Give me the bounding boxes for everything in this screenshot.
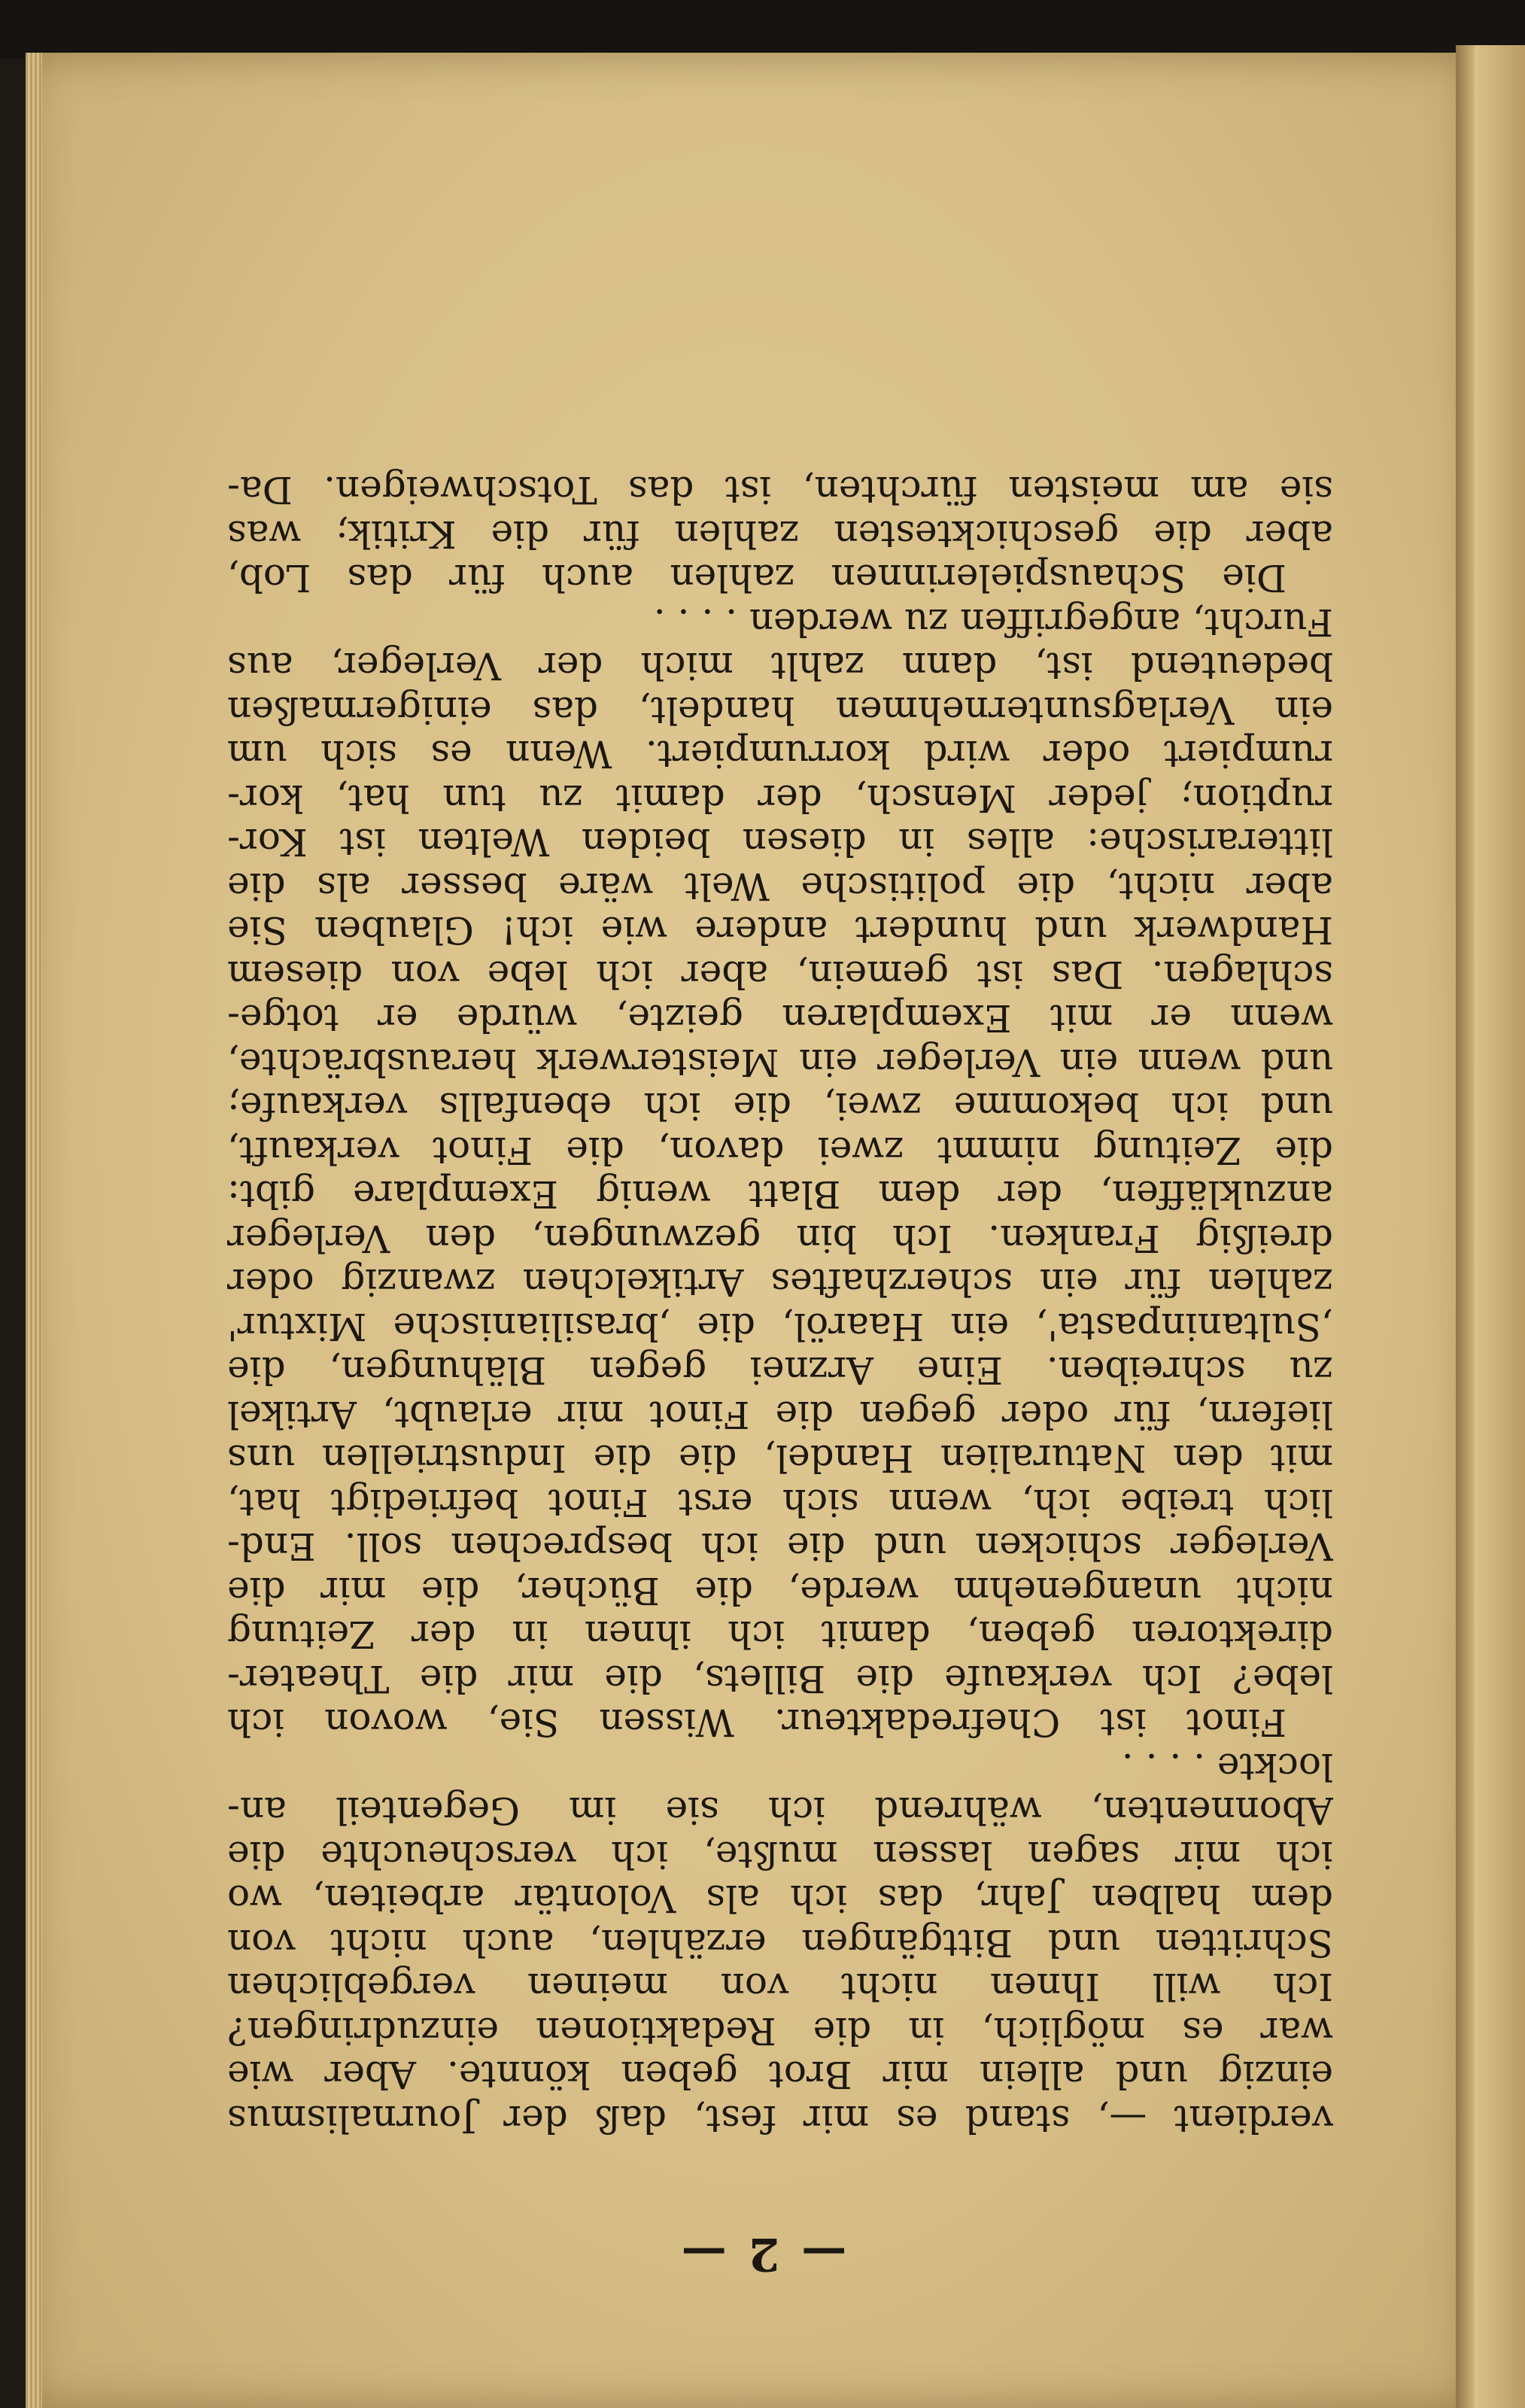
text-line: zahlen für ein scherzhaftes Artikelchen zwanzig oder	[227, 1260, 1333, 1305]
text-line: lich treibe ich, wenn sich erst Finot befriedigt hat,	[227, 1481, 1333, 1525]
text-line: wenn er mit Exemplaren geizte, würde er totge-	[227, 996, 1333, 1041]
text-line: Abonnenten, während ich sie im Gegenteil an-	[227, 1789, 1333, 1833]
text-line: verdient —, stand es mir fest, daß der Journalismus	[227, 2097, 1333, 2141]
text-line: schlagen. Das ist gemein, aber ich lebe von diesem	[227, 953, 1333, 996]
text-line: nicht unangenehm werde, die Bücher, die mir die	[227, 1569, 1333, 1613]
text-line: bedeutend ist, dann zahlt mich der Verleger, aus	[227, 644, 1333, 689]
text-line: und ich bekomme zwei, die ich ebenfalls verkaufe;	[227, 1084, 1333, 1129]
text-line: lockte . . . .	[1121, 1745, 1333, 1789]
text-line: liefern, für oder gegen die Finot mir erlaubt, Artikel	[227, 1393, 1333, 1437]
text-line: sie am meisten fürchten, ist das Totschweigen. Da-	[227, 468, 1333, 512]
text-line: zu schreiben. Eine Arznei gegen Blähungen, die	[227, 1348, 1333, 1393]
text-line: aber die geschicktesten zahlen für die Kritik; was	[227, 512, 1333, 556]
text-line: Ich will Ihnen nicht von meinen vergeblichen	[227, 1965, 1333, 2009]
body-text	[227, 468, 1333, 2141]
text-line: ich mir sagen lassen mußte, ich verscheuchte die	[227, 1833, 1333, 1877]
text-line: Schritten und Bittgängen erzählen, auch nicht von	[227, 1921, 1333, 1965]
text-line: mit den Naturalien Handel, die die Industriellen uns	[227, 1437, 1333, 1481]
text-line: die Zeitung nimmt zwei davon, die Finot verkauft,	[227, 1129, 1333, 1172]
text-line: ‚Sultaninpasta', ein Haaröl, die ‚brasilianische Mixtur'	[227, 1305, 1333, 1348]
text-line: rumpiert oder wird korrumpiert. Wenn es sich um	[227, 732, 1333, 777]
text-line: aber nicht, die politische Welt wäre besser als die	[227, 865, 1333, 908]
text-line: anzukläffen, der dem Blatt wenig Exemplare gibt:	[227, 1172, 1333, 1217]
text-line: Finot ist Chefredakteur. Wissen Sie, wovon ich	[227, 1701, 1287, 1745]
text-line: und wenn ein Verleger ein Meisterwerk herausbrächte,	[227, 1041, 1333, 1084]
text-line: einzig und allein mir Brot geben könnte. Aber wie	[227, 2053, 1333, 2097]
text-line: Die Schauspielerinnen zahlen auch für das Lob,	[227, 556, 1287, 600]
text-line: Handwerk und hundert andere wie ich! Glauben Sie	[227, 908, 1333, 953]
text-line: ein Verlagsunternehmen handelt, das einigermaßen	[227, 689, 1333, 732]
text-line: litterarische: alles in diesen beiden Welten ist Kor-	[227, 820, 1333, 865]
text-line: dem halben Jahr, das ich als Volontär arbeiten, wo	[227, 1877, 1333, 1921]
text-line: direktoren geben, damit ich ihnen in der Zeitung	[227, 1613, 1333, 1657]
text-line: war es möglich, in die Redaktionen einzudringen?	[227, 2009, 1333, 2053]
page-number: — 2 —	[678, 2227, 847, 2280]
text-line: Furcht, angegriffen zu werden . . . .	[653, 600, 1333, 644]
text-line: lebe? Ich verkaufe die Billets, die mir die Theater-	[227, 1657, 1333, 1701]
text-line: Verleger schicken und die ich besprechen soll. End-	[227, 1525, 1333, 1569]
text-line: dreißig Franken. Ich bin gezwungen, den Verleger	[227, 1217, 1333, 1260]
text-line: ruption; jeder Mensch, der damit zu tun hat, kor-	[227, 777, 1333, 820]
